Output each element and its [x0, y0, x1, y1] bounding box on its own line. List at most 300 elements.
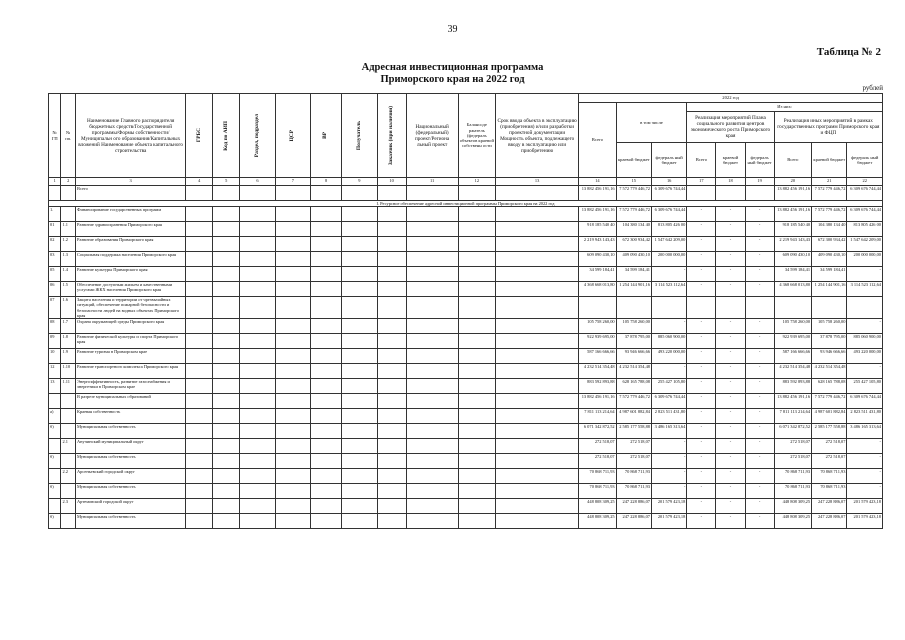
- empty-cell: [342, 252, 377, 267]
- row-pp-number: 1.7: [61, 319, 76, 334]
- table-row: [49, 267, 883, 282]
- empty-cell: [310, 252, 341, 267]
- empty-cell: [186, 424, 213, 439]
- header-grbs-label: ГРБС: [195, 128, 202, 143]
- row-value-c22: -: [847, 469, 883, 484]
- row-value-c15: 628 165 788,08: [616, 379, 651, 394]
- empty-cell: [310, 186, 341, 201]
- column-number: 22: [847, 178, 883, 186]
- row-value-c20: 587 166 666,66: [774, 349, 811, 364]
- empty-cell: [406, 334, 458, 349]
- empty-cell: [275, 349, 310, 364]
- row-value-c18: [716, 297, 745, 319]
- row-value-c18: -: [716, 319, 745, 334]
- empty-cell: [406, 207, 458, 222]
- row-value-c16: 6 309 676 744,44: [651, 207, 686, 222]
- empty-cell: [240, 282, 275, 297]
- empty-cell: [406, 267, 458, 282]
- empty-cell: [275, 469, 310, 484]
- empty-cell: [186, 484, 213, 499]
- empty-cell: [377, 186, 406, 201]
- empty-cell: [342, 334, 377, 349]
- empty-cell: [458, 499, 495, 514]
- empty-cell: [310, 379, 341, 394]
- row-value-c22: 1 547 642 209,00: [847, 237, 883, 252]
- row-pp-number: 1.3: [61, 252, 76, 267]
- empty-cell: [186, 379, 213, 394]
- empty-cell: [377, 297, 406, 319]
- empty-cell: [275, 409, 310, 424]
- row-gp-number: 10: [49, 349, 61, 364]
- title-line-2: Приморского края на 2022 год: [380, 74, 525, 85]
- empty-cell: [406, 409, 458, 424]
- row-value-c20: 13 882 456 191,16: [774, 394, 811, 409]
- empty-cell: [377, 252, 406, 267]
- row-value-c14: 448 808 309,25: [579, 514, 616, 529]
- empty-cell: [377, 484, 406, 499]
- empty-cell: [240, 364, 275, 379]
- row-name: Муниципальная собственность: [76, 424, 186, 439]
- row-value-c21: 70 868 711,93: [812, 469, 847, 484]
- empty-cell: [310, 484, 341, 499]
- empty-cell: [496, 297, 579, 319]
- empty-cell: [406, 252, 458, 267]
- empty-cell: [240, 319, 275, 334]
- empty-cell: [406, 282, 458, 297]
- table-row: [49, 379, 883, 394]
- row-value-c21: 93 946 666,66: [812, 349, 847, 364]
- empty-cell: [342, 349, 377, 364]
- row-value-c19: -: [745, 334, 774, 349]
- empty-cell: [377, 394, 406, 409]
- empty-cell: [342, 394, 377, 409]
- row-value-c19: [745, 186, 774, 201]
- empty-cell: [213, 439, 240, 454]
- empty-cell: [240, 514, 275, 529]
- table-row: [49, 514, 883, 529]
- empty-cell: [186, 334, 213, 349]
- document-title: [0, 62, 905, 86]
- column-number: 14: [579, 178, 616, 186]
- empty-cell: [406, 379, 458, 394]
- row-value-c19: -: [745, 499, 774, 514]
- row-value-c16: 6 309 676 744,44: [651, 186, 686, 201]
- row-value-c18: -: [716, 379, 745, 394]
- row-value-c21: 104 380 134 40: [812, 222, 847, 237]
- row-value-c15: 247 228 886,07: [616, 514, 651, 529]
- empty-cell: [458, 514, 495, 529]
- empty-cell: [377, 237, 406, 252]
- row-value-c16: -: [651, 364, 686, 379]
- row-value-c16: 6 309 676 744,44: [651, 394, 686, 409]
- row-gp-number: 12: [49, 364, 61, 379]
- column-number: 7: [275, 178, 310, 186]
- empty-cell: [342, 297, 377, 319]
- row-value-c20: 448 808 309,25: [774, 514, 811, 529]
- empty-cell: [406, 499, 458, 514]
- empty-cell: [186, 469, 213, 484]
- empty-cell: [186, 394, 213, 409]
- row-value-c18: -: [716, 237, 745, 252]
- header-of-which: Из них:: [687, 103, 883, 112]
- row-gp-number: 13: [49, 379, 61, 394]
- row-value-c19: -: [745, 514, 774, 529]
- row-gp-number: 1.: [49, 207, 61, 222]
- row-name: Развитие образования Приморского края: [76, 237, 186, 252]
- empty-cell: [186, 364, 213, 379]
- empty-cell: [275, 297, 310, 319]
- row-value-c14: 272 518,07: [579, 454, 616, 469]
- row-value-c19: -: [745, 282, 774, 297]
- row-value-c21: 1 254 144 901,16: [812, 282, 847, 297]
- row-value-c19: -: [745, 484, 774, 499]
- row-value-c16: -: [651, 454, 686, 469]
- empty-cell: [213, 252, 240, 267]
- empty-cell: [406, 484, 458, 499]
- row-gp-number: 05: [49, 267, 61, 282]
- row-pp-number: 1.5: [61, 282, 76, 297]
- row-value-c17: -: [687, 334, 716, 349]
- row-value-c20: 2 219 943 143,43: [774, 237, 811, 252]
- row-value-c17: -: [687, 499, 716, 514]
- empty-cell: [458, 252, 495, 267]
- row-value-c16: 255 427 105,80: [651, 379, 686, 394]
- row-value-c14: 13 882 456 191,16: [579, 186, 616, 201]
- row-value-c22: 201 579 423,18: [847, 499, 883, 514]
- row-value-c19: -: [745, 349, 774, 364]
- row-value-c21: 247 228 886,07: [812, 499, 847, 514]
- row-value-c21: 37 878 795,00: [812, 334, 847, 349]
- empty-cell: [377, 349, 406, 364]
- row-gp-number: б): [49, 454, 61, 469]
- row-value-c19: -: [745, 379, 774, 394]
- row-name: В разрезе муниципальных образований: [76, 394, 186, 409]
- table-body: [49, 178, 883, 529]
- row-value-c21: 247 228 886,07: [812, 514, 847, 529]
- column-number: 15: [616, 178, 651, 186]
- empty-cell: [310, 424, 341, 439]
- empty-cell: [275, 334, 310, 349]
- row-value-c17: -: [687, 514, 716, 529]
- empty-cell: [458, 186, 495, 201]
- row-value-c18: -: [716, 267, 745, 282]
- row-pp-number: [61, 484, 76, 499]
- empty-cell: [496, 282, 579, 297]
- row-pp-number: [61, 514, 76, 529]
- row-value-c18: -: [716, 282, 745, 297]
- empty-cell: [310, 394, 341, 409]
- row-value-c21: 34 599 184,41: [812, 267, 847, 282]
- row-value-c17: -: [687, 379, 716, 394]
- empty-cell: [342, 207, 377, 222]
- row-name: Анучинский муниципальный округ: [76, 439, 186, 454]
- empty-cell: [213, 222, 240, 237]
- row-name: Защита населения и территории от чрезвычайных ситуаций, обеспечение пожарной безопасности и безопасности людей на водных объектах Приморского края: [76, 297, 186, 319]
- empty-cell: [406, 454, 458, 469]
- row-value-c14: 609 090 430,10: [579, 252, 616, 267]
- empty-cell: [186, 252, 213, 267]
- empty-cell: [496, 409, 579, 424]
- row-name: Развитие транспортного комплекса Приморского края: [76, 364, 186, 379]
- empty-cell: [275, 439, 310, 454]
- empty-cell: [240, 454, 275, 469]
- row-pp-number: 2.1: [61, 439, 76, 454]
- column-number: 5: [213, 178, 240, 186]
- empty-cell: [240, 349, 275, 364]
- row-name: Краевая собственность: [76, 409, 186, 424]
- column-number: 16: [651, 178, 686, 186]
- empty-cell: [186, 499, 213, 514]
- column-number: 6: [240, 178, 275, 186]
- row-value-c17: -: [687, 207, 716, 222]
- empty-cell: [310, 469, 341, 484]
- empty-cell: [377, 379, 406, 394]
- row-value-c15: 105 758 260,00: [616, 319, 651, 334]
- empty-cell: [458, 409, 495, 424]
- empty-cell: [406, 297, 458, 319]
- empty-cell: [342, 222, 377, 237]
- row-value-c18: [716, 186, 745, 201]
- row-value-c17: -: [687, 454, 716, 469]
- empty-cell: [406, 424, 458, 439]
- empty-cell: [458, 222, 495, 237]
- row-value-c16: 201 579 423,18: [651, 514, 686, 529]
- header-investment-type: [377, 94, 406, 178]
- row-value-c15: 1 254 144 901,16: [616, 282, 651, 297]
- empty-cell: [213, 297, 240, 319]
- empty-cell: [213, 499, 240, 514]
- row-gp-number: 07: [49, 297, 61, 319]
- section-title: I. Ресурсное обеспечение адресной инвестиционной программы Приморского края на 2022 год: [49, 201, 883, 207]
- row-value-c21: [812, 297, 847, 319]
- row-gp-number: 03: [49, 252, 61, 267]
- empty-cell: [186, 282, 213, 297]
- table-row: [49, 499, 883, 514]
- empty-cell: [240, 252, 275, 267]
- row-value-c20: 918 185 540 40: [774, 222, 811, 237]
- row-name: Финансирование государственных программ: [76, 207, 186, 222]
- table-row: [49, 484, 883, 499]
- empty-cell: [213, 424, 240, 439]
- row-value-c16: 493 220 000,00: [651, 349, 686, 364]
- empty-cell: [186, 267, 213, 282]
- row-value-c14: 7 811 113 214,64: [579, 409, 616, 424]
- table-row: [49, 222, 883, 237]
- row-value-c15: 272 518,07: [616, 439, 651, 454]
- row-value-c20: 448 808 309,25: [774, 499, 811, 514]
- empty-cell: [213, 186, 240, 201]
- header-section-label: Раздел, подраздел: [253, 113, 260, 158]
- empty-cell: [496, 469, 579, 484]
- empty-cell: [458, 394, 495, 409]
- empty-cell: [496, 186, 579, 201]
- row-value-c22: 255 427 105,80: [847, 379, 883, 394]
- empty-cell: [240, 409, 275, 424]
- column-number: 10: [377, 178, 406, 186]
- empty-cell: [342, 319, 377, 334]
- empty-cell: [496, 319, 579, 334]
- row-gp-number: [49, 394, 61, 409]
- empty-cell: [213, 349, 240, 364]
- row-value-c19: -: [745, 364, 774, 379]
- empty-cell: [406, 394, 458, 409]
- empty-cell: [186, 222, 213, 237]
- empty-cell: [496, 267, 579, 282]
- row-value-c22: -: [847, 439, 883, 454]
- header-vr-label: ВР: [322, 132, 329, 139]
- row-value-c20: 70 868 711,93: [774, 469, 811, 484]
- row-value-c14: 13 882 456 191,16: [579, 394, 616, 409]
- row-value-c22: 813 805 426 00: [847, 222, 883, 237]
- row-value-c21: 7 572 779 446,72: [812, 186, 847, 201]
- header-block-a: Реализация мероприятий Плана социального развития центров экономического роста Приморского края: [687, 112, 774, 143]
- empty-cell: [458, 334, 495, 349]
- row-value-c17: -: [687, 237, 716, 252]
- row-value-c19: -: [745, 394, 774, 409]
- empty-cell: [458, 297, 495, 319]
- row-value-c22: -: [847, 364, 883, 379]
- row-name: Муниципальная собственность: [76, 514, 186, 529]
- row-name: Муниципальная собственность: [76, 454, 186, 469]
- empty-cell: [458, 267, 495, 282]
- row-value-c17: [687, 297, 716, 319]
- header-recipient: [342, 94, 377, 178]
- empty-cell: [377, 439, 406, 454]
- empty-cell: [458, 379, 495, 394]
- row-value-c20: 6 071 342 872,52: [774, 424, 811, 439]
- row-value-c14: 4 368 668 013,80: [579, 282, 616, 297]
- empty-cell: [377, 514, 406, 529]
- investment-table: [48, 93, 883, 529]
- row-gp-number: а): [49, 409, 61, 424]
- row-value-c21: 272 518,07: [812, 454, 847, 469]
- row-value-c17: -: [687, 394, 716, 409]
- header-a-regional: краевой бюджет: [716, 143, 745, 178]
- row-value-c14: 883 592 893,88: [579, 379, 616, 394]
- empty-cell: [342, 237, 377, 252]
- row-value-c15: 4 232 514 354,48: [616, 364, 651, 379]
- table-row: [49, 252, 883, 267]
- empty-cell: [275, 282, 310, 297]
- empty-cell: [458, 319, 495, 334]
- row-value-c16: 2 823 511 431,80: [651, 409, 686, 424]
- empty-cell: [458, 349, 495, 364]
- column-number: 12: [458, 178, 495, 186]
- empty-cell: [496, 334, 579, 349]
- empty-cell: [342, 499, 377, 514]
- row-name: Обеспечение доступным жильем и качественными услугами ЖКХ населения Приморского края: [76, 282, 186, 297]
- empty-cell: [406, 319, 458, 334]
- header-csr: [275, 94, 310, 178]
- empty-cell: [310, 282, 341, 297]
- empty-cell: [240, 484, 275, 499]
- row-value-c15: 4 987 601 882,84: [616, 409, 651, 424]
- row-value-c16: 885 060 900,00: [651, 334, 686, 349]
- header-no-pp: № пп.: [61, 94, 76, 178]
- row-value-c20: 13 882 456 191,16: [774, 186, 811, 201]
- row-value-c16: -: [651, 319, 686, 334]
- row-value-c14: 6 071 342 872,52: [579, 424, 616, 439]
- row-value-c20: 13 882 456 191,16: [774, 207, 811, 222]
- empty-cell: [496, 454, 579, 469]
- row-value-c17: -: [687, 282, 716, 297]
- header-recipient-label: Получатель: [355, 120, 362, 151]
- row-value-c19: -: [745, 409, 774, 424]
- row-value-c15: 34 599 184,41: [616, 267, 651, 282]
- title-line-1: Адресная инвестиционная программа: [361, 62, 544, 73]
- header-a-federal: федераль ный бюджет: [745, 143, 774, 178]
- empty-cell: [310, 439, 341, 454]
- table-row: [49, 469, 883, 484]
- empty-cell: [377, 207, 406, 222]
- header-regional-budget: краевой бюджет: [616, 143, 651, 178]
- empty-cell: [496, 252, 579, 267]
- empty-cell: [240, 334, 275, 349]
- empty-cell: [496, 484, 579, 499]
- row-value-c16: 3 114 523 112,64: [651, 282, 686, 297]
- empty-cell: [377, 282, 406, 297]
- empty-cell: [213, 237, 240, 252]
- row-value-c22: 3 486 165 313,64: [847, 424, 883, 439]
- row-pp-number: [61, 394, 76, 409]
- empty-cell: [240, 394, 275, 409]
- row-value-c18: -: [716, 484, 745, 499]
- row-name: Арсеньевский городской округ: [76, 469, 186, 484]
- empty-cell: [406, 364, 458, 379]
- empty-cell: [342, 514, 377, 529]
- column-number: 9: [342, 178, 377, 186]
- row-gp-number: [49, 469, 61, 484]
- empty-cell: [496, 222, 579, 237]
- row-value-c21: 4 987 601 882,84: [812, 409, 847, 424]
- row-value-c17: -: [687, 349, 716, 364]
- empty-cell: [186, 237, 213, 252]
- row-name: Социальная поддержка населения Приморского края: [76, 252, 186, 267]
- empty-cell: [213, 484, 240, 499]
- empty-cell: [310, 349, 341, 364]
- row-value-c18: -: [716, 424, 745, 439]
- empty-cell: [240, 186, 275, 201]
- row-value-c15: 7 572 779 446,72: [616, 207, 651, 222]
- empty-cell: [240, 379, 275, 394]
- column-number: 21: [812, 178, 847, 186]
- empty-cell: [213, 282, 240, 297]
- row-value-c21: 7 572 779 446,72: [812, 394, 847, 409]
- empty-cell: [275, 514, 310, 529]
- empty-cell: [240, 207, 275, 222]
- row-value-c22: [847, 297, 883, 319]
- empty-cell: [342, 409, 377, 424]
- row-pp-number: 1.2: [61, 237, 76, 252]
- row-value-c15: 70 868 711,93: [616, 469, 651, 484]
- row-value-c16: -: [651, 469, 686, 484]
- row-value-c21: 105 758 260,00: [812, 319, 847, 334]
- row-value-c16: 3 486 165 313,64: [651, 424, 686, 439]
- row-value-c16: 200 000 000,00: [651, 252, 686, 267]
- empty-cell: [458, 237, 495, 252]
- row-name: Артемовский городской округ: [76, 499, 186, 514]
- empty-cell: [275, 319, 310, 334]
- header-deadline: Срок ввода объекта в эксплуатацию (приобретения) и/или разработки проектной документации Мощность объекта, подлежащего вводу в эксплуатацию или приобретению: [496, 94, 579, 178]
- row-pp-number: [61, 454, 76, 469]
- empty-cell: [458, 424, 495, 439]
- row-value-c15: 37 878 795,00: [616, 334, 651, 349]
- row-value-c20: 34 599 184,41: [774, 267, 811, 282]
- row-value-c18: -: [716, 409, 745, 424]
- empty-cell: [496, 364, 579, 379]
- row-value-c19: -: [745, 237, 774, 252]
- row-value-c15: 409 090 430,10: [616, 252, 651, 267]
